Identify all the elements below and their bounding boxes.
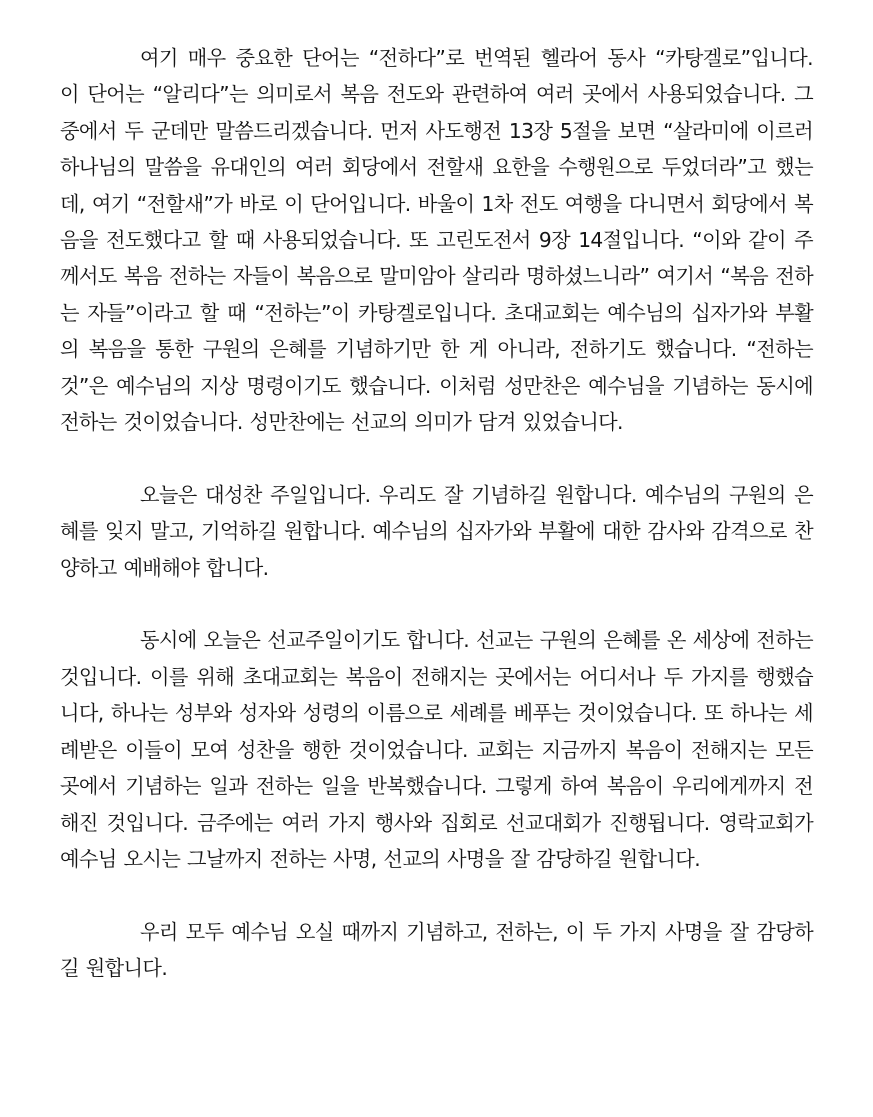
paragraph-4: 우리 모두 예수님 오실 때까지 기념하고, 전하는, 이 두 가지 사명을 잘 감당하길 원합니다. — [60, 919, 813, 981]
paragraph-1: 여기 매우 중요한 단어는 “전하다”로 번역된 헬라어 동사 “카탕겔로”입니다. 이 단어는 “알리다”는 의미로서 복음 전도와 관련하여 여러 곳에서 사용되었습니다. 그중에서 두 군데만 말씀드리겠습니다. 먼저 사도행전 13장 5절을 보면 “살라미에 이르러 하나님의 말씀을 유대인의 여러 회당에서 전할새 요한을 수행원으로 두었더라”고 했는데, 여기 “전할새”가 바로 이 단어입니다. 바울이 1차 전도 여행을 다니면서 회당에서 복음을 전도했다고 할 때 사용되었습니다. 또 고린도전서 9장 14절입니다. “이와 같이 주께서도 복음 전하는 자들이 복음으로 말미암아 살리라 명하셨느니라” 여기서 “복음 전하는 자들”이라고 할 때 “전하는”이 카탕겔로입니다. 초대교회는 예수님의 십자가와 부활의 복음을 통한 구원의 은혜를 기념하기만 한 게 아니라, 전하기도 했습니다. “전하는 것”은 예수님의 지상 명령이기도 했습니다. 이처럼 성만찬은 예수님을 기념하는 동시에 전하는 것이었습니다. 성만찬에는 선교의 의미가 담겨 있었습니다. — [60, 46, 813, 435]
document-body — [60, 40, 813, 987]
paragraph-3: 동시에 오늘은 선교주일이기도 합니다. 선교는 구원의 은혜를 온 세상에 전하는 것입니다. 이를 위해 초대교회는 복음이 전해지는 곳에서는 어디서나 두 가지를 행했습니다, 하나는 성부와 성자와 성령의 이름으로 세례를 베푸는 것이었습니다. 또 하나는 세례받은 이들이 모여 성찬을 행한 것이었습니다. 교회는 지금까지 복음이 전해지는 모든 곳에서 기념하는 일과 전하는 일을 반복했습니다. 그렇게 하여 복음이 우리에게까지 전해진 것입니다. 금주에는 여러 가지 행사와 집회로 선교대회가 진행됩니다. 영락교회가 예수님 오시는 그날까지 전하는 사명, 선교의 사명을 잘 감당하길 원합니다. — [60, 628, 813, 871]
paragraph-2: 오늘은 대성찬 주일입니다. 우리도 잘 기념하길 원합니다. 예수님의 구원의 은혜를 잊지 말고, 기억하길 원합니다. 예수님의 십자가와 부활에 대한 감사와 감격으로 찬양하고 예배해야 합니다. — [60, 482, 813, 580]
